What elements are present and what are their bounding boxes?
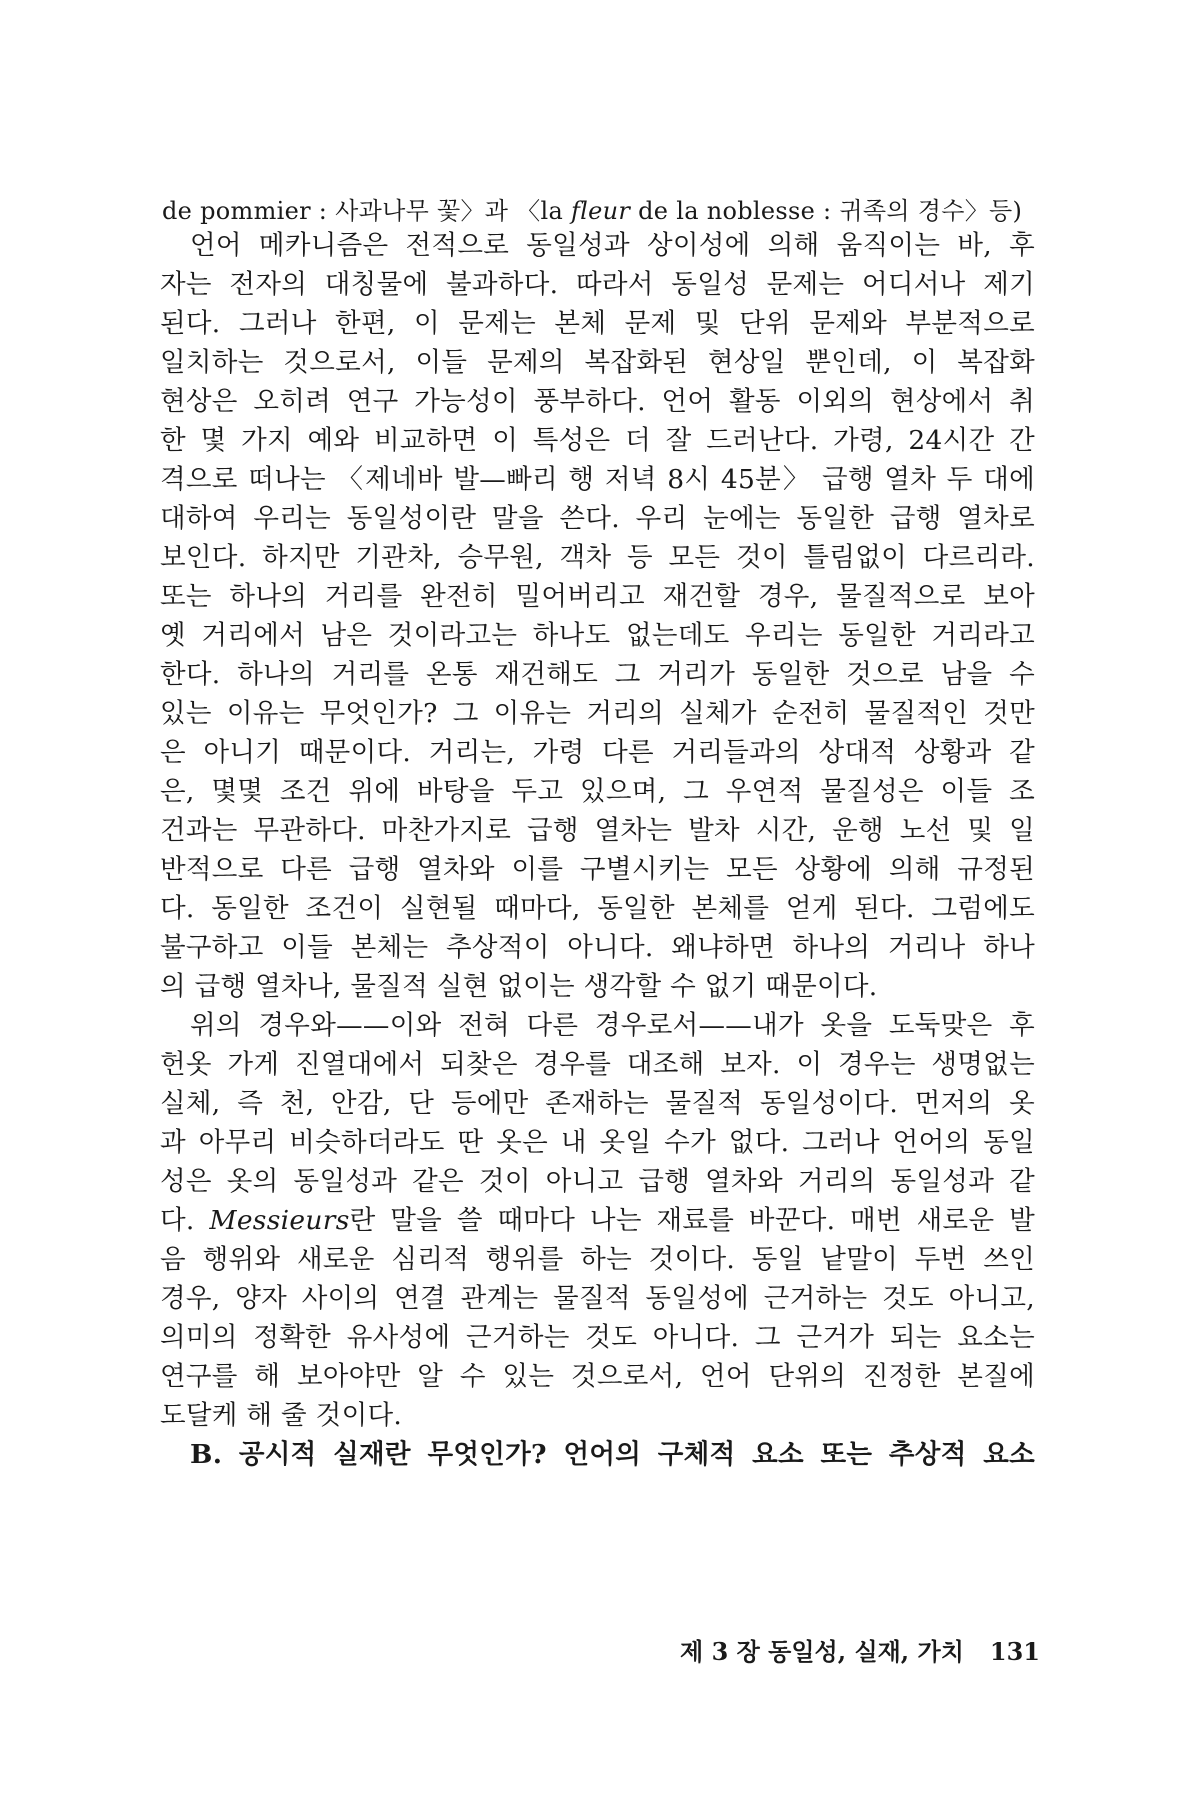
text-line: 옛 거리에서 남은 것이라고는 하나도 없는데도 우리는 동일한 거리라고 <box>160 620 1035 651</box>
text-line: 다. 동일한 조건이 실현될 때마다, 동일한 본체를 얻게 된다. 그럼에도 <box>160 893 1035 924</box>
text-line: 은 아니기 때문이다. 거리는, 가령 다른 거리들과의 상대적 상황과 같 <box>160 737 1035 768</box>
text-fragment: de pommier : 사과나무 꽃〉과 〈la <box>162 197 571 225</box>
text-line: 격으로 떠나는 〈제네바 발—빠리 행 저녁 8시 45분〉 급행 열차 두 대에 <box>160 464 1035 495</box>
italic-term: Messieurs <box>209 1205 350 1236</box>
text-line: 경우, 양자 사이의 연결 관계는 물질적 동일성에 근거하는 것도 아니고, <box>160 1283 1035 1314</box>
text-line: 음 행위와 새로운 심리적 행위를 하는 것이다. 동일 낱말이 두번 쓰인 <box>160 1244 1035 1275</box>
text-fragment: 다. <box>160 1205 210 1236</box>
paragraph-start-line: 언어 메카니즘은 전적으로 동일성과 상이성에 의해 움직이는 바, 후 <box>190 230 1035 261</box>
text-line: 된다. 그러나 한편, 이 문제는 본체 문제 및 단위 문제와 부분적으로 <box>160 308 1035 339</box>
text-line: 또는 하나의 거리를 완전히 밀어버리고 재건할 경우, 물질적으로 보아 <box>160 581 1035 612</box>
paragraph-end-line: 의 급행 열차나, 물질적 실현 없이는 생각할 수 없기 때문이다. <box>160 971 878 1002</box>
text-line: 한 몇 가지 예와 비교하면 이 특성은 더 잘 드러난다. 가령, 24시간 간 <box>160 425 1035 456</box>
text-line: 있는 이유는 무엇인가? 그 이유는 거리의 실체가 순전히 물질적인 것만 <box>160 698 1035 729</box>
text-line: 반적으로 다른 급행 열차와 이를 구별시키는 모든 상황에 의해 규정된 <box>160 854 1035 885</box>
text-line: 건과는 무관하다. 마찬가지로 급행 열차는 발차 시간, 운행 노선 및 일 <box>160 815 1035 846</box>
text-line: 연구를 해 보아야만 알 수 있는 것으로서, 언어 단위의 진정한 본질에 <box>160 1361 1035 1392</box>
text-line: 불구하고 이들 본체는 추상적이 아니다. 왜냐하면 하나의 거리나 하나 <box>160 932 1035 963</box>
text-line: 헌옷 가게 진열대에서 되찾은 경우를 대조해 보자. 이 경우는 생명없는 <box>160 1049 1035 1080</box>
text-fragment: de la noblesse : 귀족의 경수〉등) <box>630 197 1023 225</box>
paragraph-start-line: 위의 경우와——이와 전혀 다른 경우로서——내가 옷을 도둑맞은 후 <box>190 1010 1035 1041</box>
italic-term: fleur <box>571 197 631 225</box>
text-line: 일치하는 것으로서, 이들 문제의 복잡화된 현상일 뿐인데, 이 복잡화 <box>160 347 1035 378</box>
running-footer <box>640 1632 1040 1672</box>
text-line: 한다. 하나의 거리를 온통 재건해도 그 거리가 동일한 것으로 남을 수 <box>160 659 1035 690</box>
text-line: 보인다. 하지만 기관차, 승무원, 객차 등 모든 것이 틀림없이 다르리라. <box>160 542 1035 573</box>
text-line: 성은 옷의 동일성과 같은 것이 아니고 급행 열차와 거리의 동일성과 같 <box>160 1166 1035 1197</box>
text-line: 대하여 우리는 동일성이란 말을 쓴다. 우리 눈에는 동일한 급행 열차로 <box>160 503 1035 534</box>
text-line: 실체, 즉 천, 안감, 단 등에만 존재하는 물질적 동일성이다. 먼저의 옷 <box>160 1088 1035 1119</box>
text-line: 자는 전자의 대칭물에 불과하다. 따라서 동일성 문제는 어디서나 제기 <box>160 269 1035 300</box>
text-line: 과 아무리 비슷하더라도 딴 옷은 내 옷일 수가 없다. 그러나 언어의 동일 <box>160 1127 1035 1158</box>
section-heading-line: B. 공시적 실재란 무엇인가? 언어의 구체적 요소 또는 추상적 요소 <box>190 1439 1035 1470</box>
text-fragment: 란 말을 쓸 때마다 나는 재료를 바꾼다. 매번 새로운 발 <box>349 1205 1035 1236</box>
text-line: 의미의 정확한 유사성에 근거하는 것도 아니다. 그 근거가 되는 요소는 <box>160 1322 1035 1353</box>
text-line: 은, 몇몇 조건 위에 바탕을 두고 있으며, 그 우연적 물질성은 이들 조 <box>160 776 1035 807</box>
paragraph-end-line: 도달케 해 줄 것이다. <box>160 1400 403 1431</box>
text-line: 현상은 오히려 연구 가능성이 풍부하다. 언어 활동 이외의 현상에서 취 <box>160 386 1035 417</box>
chapter-title: 제 3 장 동일성, 실재, 가치 <box>680 1637 964 1666</box>
page-number: 131 <box>989 1637 1040 1666</box>
